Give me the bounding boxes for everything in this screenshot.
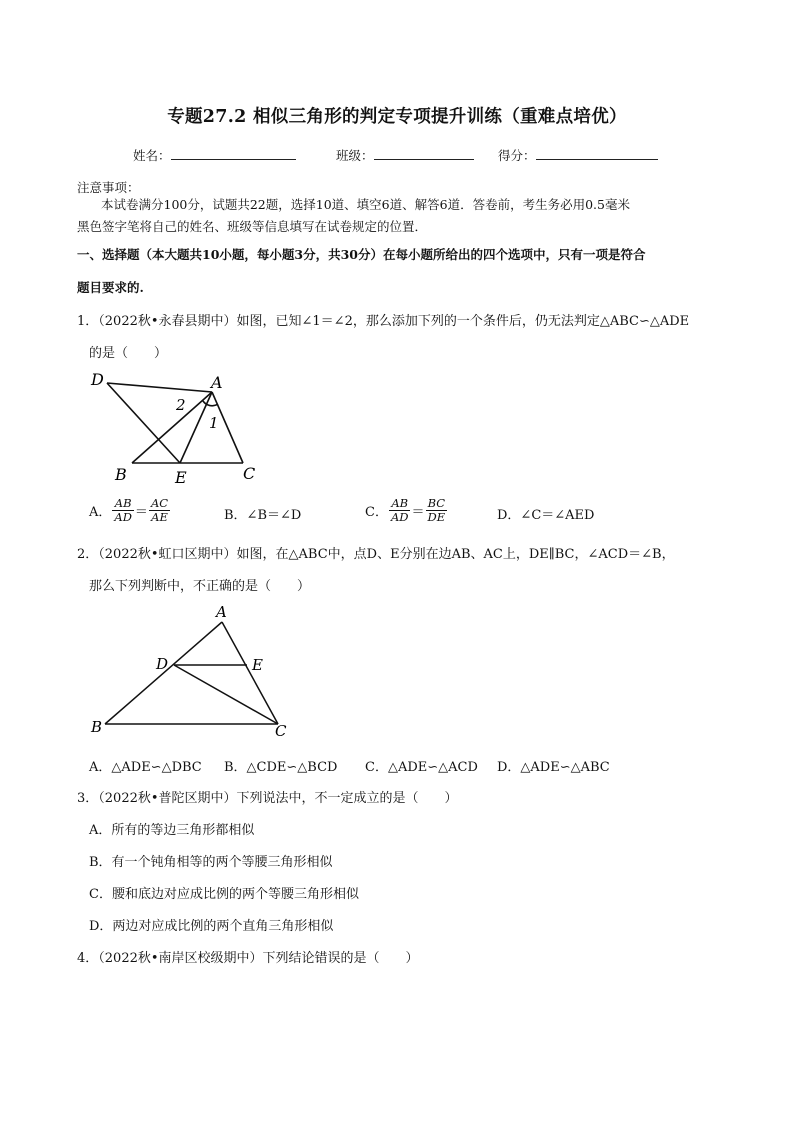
q1-stem-line1: 1．（2022秋•永春县期中）如图，已知∠1＝∠2，那么添加下列的一个条件后，仍无法判定△ABC∽△ADE: [77, 314, 690, 329]
q2-segment-AB: [105, 622, 222, 724]
q1-label-1: 1: [209, 414, 219, 432]
q1-label-C: C: [243, 464, 256, 483]
score-label: 得分：: [498, 148, 536, 163]
notice-text-line1: 本试卷满分100分，试题共22题，选择10道、填空6道、解答6道．答卷前，考生务必用0.5毫米: [101, 197, 630, 212]
q1-option-a-eq: ＝: [134, 505, 148, 520]
q3-stem: 3．（2022秋•普陀区期中）下列说法中，不一定成立的是（ ）: [77, 791, 458, 806]
q1-option-a-num1: AB: [112, 497, 134, 511]
q2-option-b[interactable]: B．△CDE∽△BCD: [224, 760, 338, 775]
q2-option-c[interactable]: C．△ADE∽△ACD: [365, 760, 478, 775]
name-label: 姓名：: [133, 148, 171, 163]
notice-text-line2: 黑色签字笔将自己的姓名、班级等信息填写在试卷规定的位置．: [77, 219, 428, 234]
q2-stem-line2: 那么下列判断中，不正确的是（ ）: [89, 579, 311, 594]
q1-figure: [85, 368, 265, 488]
name-field: [133, 146, 296, 164]
q2-label-A: A: [216, 603, 227, 621]
class-blank[interactable]: [374, 147, 474, 160]
q3-option-c[interactable]: C．腰和底边对应成比例的两个等腰三角形相似: [89, 887, 359, 902]
score-blank[interactable]: [536, 147, 658, 160]
q1-option-a-frac2: [149, 497, 170, 524]
q2-option-a[interactable]: A．△ADE∽△DBC: [89, 760, 202, 775]
q1-label-A: A: [211, 373, 223, 392]
q1-option-a-letter: A．: [89, 505, 112, 520]
q3-option-d[interactable]: D．两边对应成比例的两个直角三角形相似: [89, 919, 334, 934]
q1-option-c[interactable]: [365, 497, 448, 524]
q2-label-D: D: [156, 655, 169, 673]
q1-option-c-letter: C．: [365, 505, 388, 520]
q1-label-D: D: [91, 370, 104, 389]
q1-option-a[interactable]: [89, 497, 171, 524]
q1-stem-line2: 的是（ ）: [89, 346, 168, 361]
q1-label-2: 2: [176, 396, 186, 414]
q1-option-a-num2: AC: [150, 496, 169, 510]
name-blank[interactable]: [171, 147, 296, 160]
q1-option-c-num1: AB: [389, 497, 411, 511]
q1-segment-DA: [107, 383, 212, 392]
q1-option-a-den1: AD: [114, 510, 132, 524]
q1-option-a-den2: AE: [151, 510, 168, 524]
q1-option-b[interactable]: B．∠B＝∠D: [224, 508, 302, 523]
q3-option-a[interactable]: A．所有的等边三角形都相似: [89, 823, 255, 838]
section-heading-line1: 一、选择题（本大题共10小题，每小题3分，共30分）在每小题所给出的四个选项中，只有一项是符合: [77, 247, 646, 262]
q1-option-c-num2: BC: [426, 497, 448, 511]
q2-label-E: E: [252, 656, 263, 674]
q1-label-E: E: [175, 468, 187, 487]
q1-option-a-frac1: [112, 497, 134, 524]
q1-segment-AB: [132, 392, 212, 463]
section-heading-line2: 题目要求的.: [77, 280, 144, 295]
q2-label-B: B: [91, 718, 103, 736]
q1-option-c-eq: ＝: [411, 505, 425, 520]
q1-option-c-den1: AD: [390, 510, 409, 524]
class-field: [336, 146, 474, 164]
notice-heading: 注意事项：: [77, 180, 140, 195]
q3-option-b[interactable]: B．有一个钝角相等的两个等腰三角形相似: [89, 855, 333, 870]
q2-figure: [85, 600, 300, 742]
score-field: [498, 146, 658, 164]
q1-option-c-frac1: [389, 497, 411, 524]
q1-option-c-frac2: [426, 497, 448, 524]
q4-stem: 4．（2022秋•南岸区校级期中）下列结论错误的是（ ）: [77, 951, 419, 966]
class-label: 班级：: [336, 148, 374, 163]
q2-stem-line1: 2．（2022秋•虹口区期中）如图，在△ABC中，点D、E分别在边AB、AC上，DE∥BC，∠ACD＝∠B，: [77, 547, 675, 562]
page-title: 专题27.2 相似三角形的判定专项提升训练（重难点培优）: [167, 107, 627, 127]
q1-label-B: B: [115, 465, 127, 484]
q1-segment-DE: [107, 383, 180, 463]
q1-option-c-den2: DE: [427, 510, 446, 524]
q2-option-d[interactable]: D．△ADE∽△ABC: [497, 760, 610, 775]
q2-label-C: C: [275, 722, 287, 740]
q1-option-d[interactable]: D．∠C＝∠AED: [497, 508, 595, 523]
